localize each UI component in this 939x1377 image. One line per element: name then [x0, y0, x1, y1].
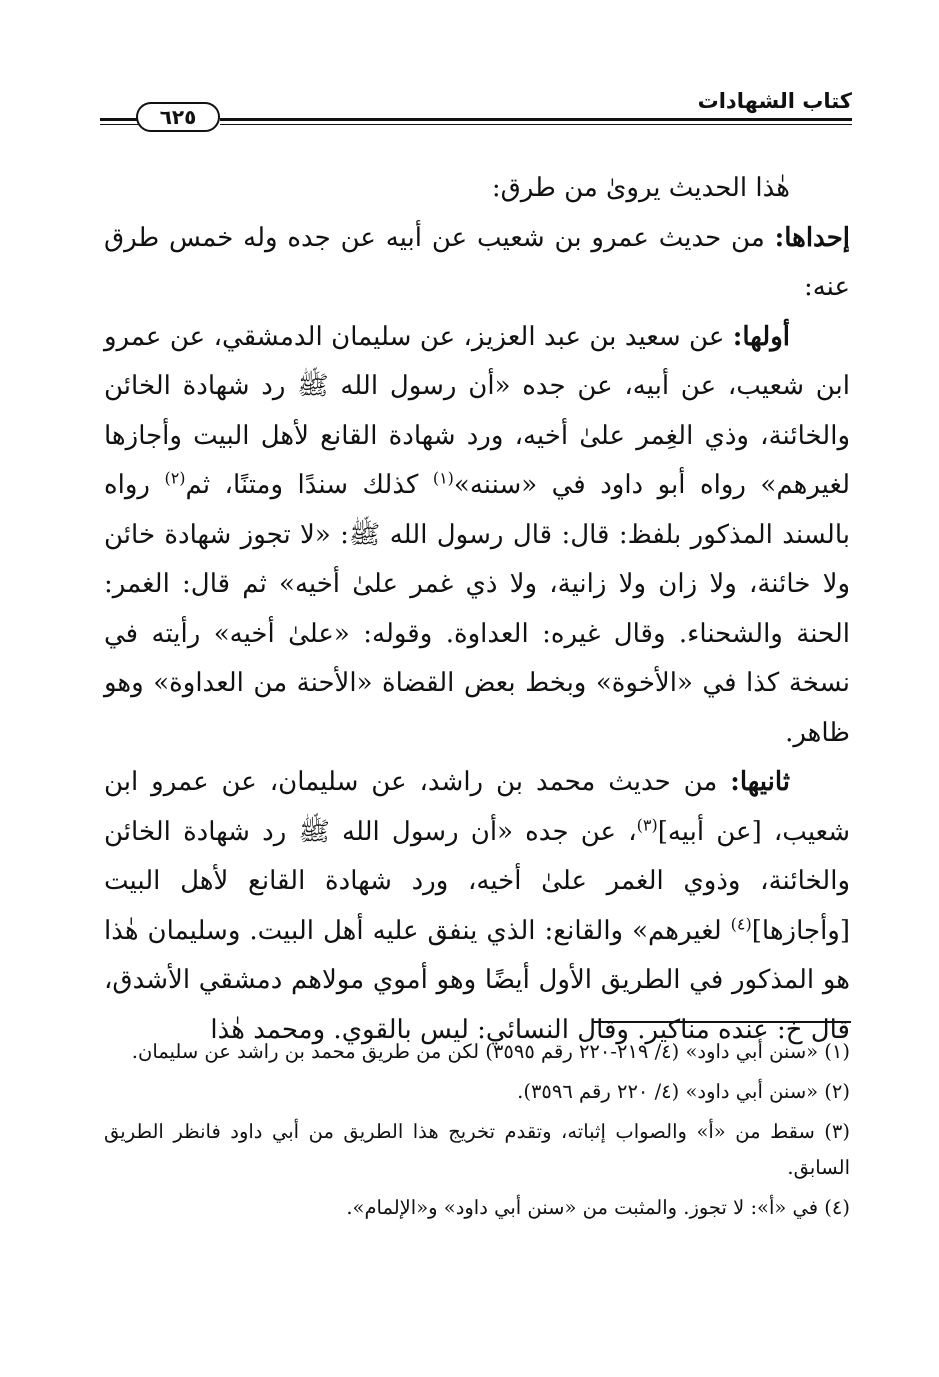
footnote [104, 1074, 850, 1110]
footnote-text: سقط من «أ» والصواب إثباته، وتقدم تخريج هذا الطريق من أبي داود فانظر الطريق السابق. [104, 1120, 850, 1179]
label-path-one: أولها: [732, 321, 790, 352]
footnote-ref-2[interactable]: (٢) [164, 468, 186, 488]
footnote [104, 1114, 850, 1186]
footnote-text: في «أ»: لا تجوز. والمثبت من «سنن أبي داود» و«الإلمام». [346, 1196, 825, 1219]
footnote-number: (٢) [824, 1080, 850, 1103]
footnote-number: (٣) [824, 1120, 850, 1143]
footnote [104, 1034, 850, 1070]
footnote-ref-3[interactable]: (٣) [636, 814, 658, 834]
paragraph-first-way-text: من حديث عمرو بن شعيب عن أبيه عن جده وله خمس طرق عنه: [104, 222, 850, 302]
path-two-text-c: لغيرهم» والقانع: الذي ينفق عليه أهل البيت. وسليمان هٰذا هو المذكور في الطريق الأول أيضًا وهو أموي مولاهم دمشقي الأشدق، قال خ: عنده مناكير. وقال النسائي: ليس بالقوي. ومحمد هٰذا [104, 915, 850, 1045]
footnote-text: «سنن أبي داود» (٤/ ٢٢٠ رقم ٣٥٩٦). [517, 1080, 825, 1103]
paragraph-path-two [104, 758, 850, 1055]
footnote-separator [593, 1021, 851, 1023]
footnotes [104, 1034, 850, 1230]
path-two-text-b: ، عن جده «أن رسول الله ﷺ رد شهادة الخائن والخائنة، وذوي الغمر علىٰ أخيه، ورد شهادة القانع لأهل البيت [وأجازها] [104, 816, 850, 946]
paragraph-path-one [104, 313, 850, 759]
page-header [100, 86, 852, 130]
path-two-text-a: من حديث محمد بن راشد، عن سليمان، عن عمرو ابن شعيب، [عن أبيه] [104, 767, 850, 847]
header-rule-left [100, 118, 138, 121]
header-rule-thin [220, 124, 852, 125]
path-one-text-b: كذلك سندًا ومتنًا، ثم [185, 470, 433, 500]
footnote [104, 1190, 850, 1226]
footnote-ref-4[interactable]: (٤) [730, 913, 752, 933]
footnote-text: «سنن أبي داود» (٤/ ٢١٩-٢٢٠ رقم ٣٥٩٥) لكن من طريق محمد بن راشد عن سليمان. [131, 1040, 825, 1063]
main-text [104, 164, 850, 1055]
footnote-ref-1[interactable]: (١) [432, 468, 454, 488]
book-title: كتاب الشهادات [697, 89, 852, 113]
label-path-two: ثانيها: [730, 767, 790, 797]
footnote-number: (٤) [824, 1196, 850, 1219]
paragraph-intro: هٰذا الحديث يرویٰ من طرق: [491, 173, 790, 203]
path-one-text-a: عن سعيد بن عبد العزيز، عن سليمان الدمشقي، عن عمرو ابن شعيب، عن أبيه، عن جده «أن رسول الله ﷺ رد شهادة الخائن والخائنة، وذي الغِمر علىٰ أخيه، ورد شهادة القانع لأهل البيت وأجازها لغيرهم» رواه أبو داود في «سننه» [104, 321, 850, 500]
path-one-text-c: رواه بالسند المذكور بلفظ: قال: قال رسول الله ﷺ: «لا تجوز شهادة خائن ولا خائنة، ولا زان ولا زانية، ولا ذي غمر علىٰ أخيه» ثم قال: الغمر: الحنة والشحناء. وقال غيره: العداوة. وقوله: «علىٰ أخيه» رأيته في نسخة كذا في «الأخوة» وبخط بعض القضاة «الأحنة من العداوة» وهو ظاهر. [104, 470, 850, 748]
paragraph-first-way [104, 214, 850, 313]
header-rule-left-thin [100, 124, 138, 125]
footnote-number: (١) [824, 1040, 850, 1063]
label-first-way: إحداها: [774, 222, 850, 253]
header-rule [220, 118, 852, 121]
page-number: ٦٢٥ [136, 102, 220, 132]
